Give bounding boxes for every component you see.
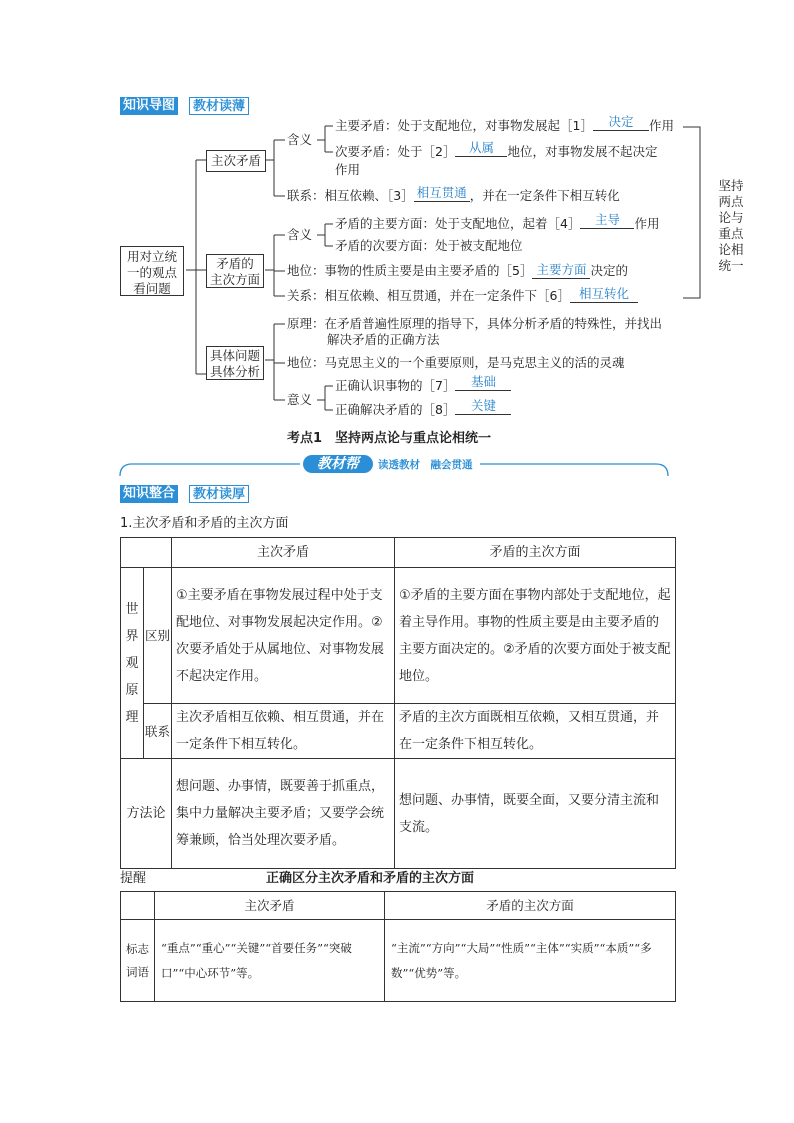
banner-subtitle: 读透教材 融会贯通 <box>378 459 473 471</box>
b2-line1 <box>335 212 660 233</box>
b1-line3-b: ，并在一定条件下相互转化 <box>469 188 620 203</box>
b3-line1b: 解决矛盾的正确方法 <box>327 332 440 347</box>
mindmap-root <box>120 246 184 296</box>
branch-concrete-line-1: 具体问题 <box>209 348 260 363</box>
b3-line2: 地位：马克思主义的一个重要原则，是马克思主义的活的灵魂 <box>287 355 625 370</box>
worldview-char-3: 观 <box>125 655 139 671</box>
table1-worldview <box>121 568 144 759</box>
branch-aspects-line-2: 主次方面 <box>209 272 260 287</box>
b1-line2 <box>335 140 658 161</box>
b1-line1-a: 主要矛盾：处于支配地位，对事物发展起［1］ <box>335 118 593 133</box>
b1-hanyi: 含义 <box>287 132 313 147</box>
keyword-table <box>120 891 676 1002</box>
table1-qubie-label: 区别 <box>144 568 172 704</box>
branch-aspects-line-1: 矛盾的 <box>216 256 254 271</box>
table1-lianxi-2: 矛盾的主次方面既相互依赖，又相互贯通，并在一定条件下相互转化。 <box>395 704 676 759</box>
summary-line-4: 重点 <box>718 226 744 241</box>
comparison-table <box>120 537 676 869</box>
table1-method-2: 想问题、办事情，既要全面，又要分清主流和支流。 <box>395 759 676 869</box>
branch-concrete-line-2: 具体分析 <box>209 364 260 379</box>
b1-line1 <box>335 114 674 135</box>
answer-1: 决定 <box>593 114 649 131</box>
b1-line2-b: 地位，对事物发展不起决定 <box>507 144 658 159</box>
table2-header-2: 矛盾的主次方面 <box>385 892 676 920</box>
knowledge-integration-tag: 知识整合 <box>120 485 178 503</box>
b2-hanyi: 含义 <box>287 227 313 242</box>
table1-lianxi-label: 联系 <box>144 704 172 759</box>
textbook-thick-tag: 教材读厚 <box>189 485 249 503</box>
b1-line2c: 作用 <box>335 162 361 177</box>
answer-6: 相互转化 <box>570 286 638 303</box>
textbook-thin-tag: 教材读薄 <box>189 97 249 115</box>
table1-qubie-1: ①主要矛盾在事物发展过程中处于支配地位、对事物发展起决定作用。②次要矛盾处于从属地位、对事物发展不起决定作用。 <box>172 568 395 704</box>
b1-line3-a: 联系：相互依赖、［3］ <box>287 188 414 203</box>
kaodian-title: 考点1 坚持两点论与重点论相统一 <box>287 431 492 446</box>
b3-line3 <box>335 374 511 395</box>
worldview-char-5: 理 <box>125 709 139 725</box>
b3-line1: 原理：在矛盾普遍性原理的指导下，具体分析矛盾的特殊性，并找出 <box>287 316 663 331</box>
b3-line4-a: 正确解决矛盾的［8］ <box>335 402 456 417</box>
answer-7: 基础 <box>455 374 511 391</box>
reminder-title: 正确区分主次矛盾和矛盾的主次方面 <box>266 871 475 886</box>
answer-2: 从属 <box>455 140 507 157</box>
worldview-char-2: 界 <box>125 628 139 644</box>
worldview-char-4: 原 <box>125 682 139 698</box>
b1-line3 <box>287 185 620 205</box>
table1-header-2: 矛盾的主次方面 <box>395 538 676 568</box>
branch-concrete <box>206 346 264 380</box>
section1-title: 1.主次矛盾和矛盾的主次方面 <box>120 516 289 531</box>
answer-4: 主导 <box>580 212 634 229</box>
answer-5: 主要方面 <box>532 262 590 279</box>
b3-yiyi: 意义 <box>287 392 313 407</box>
summary-line-1: 坚持 <box>718 178 744 193</box>
summary-line-2: 两点 <box>718 194 744 209</box>
table1-method-1: 想问题、办事情，既要善于抓重点，集中力量解决主要矛盾；又要学会统筹兼顾，恰当处理次要矛盾。 <box>172 759 395 869</box>
reminder-label: 提醒 <box>120 871 147 886</box>
branch-main-secondary: 主次矛盾 <box>206 150 266 172</box>
summary-line-3: 论与 <box>718 210 744 225</box>
summary-line-6: 统一 <box>718 258 744 273</box>
table2-header-1: 主次矛盾 <box>155 892 385 920</box>
b1-line2-a: 次要矛盾：处于［2］ <box>335 144 456 159</box>
banner-title: 教材帮 <box>303 455 373 473</box>
table1-lianxi-1: 主次矛盾相互依赖、相互贯通，并在一定条件下相互转化。 <box>172 704 395 759</box>
b2-line4 <box>287 288 638 305</box>
b2-line4-a: 关系：相互依赖、相互贯通，并在一定条件下［6］ <box>287 288 570 303</box>
table2-cell-2: “主流”“方向”“大局”“性质”“主体”“实质”“本质”“多数”“优势”等。 <box>385 920 676 1002</box>
summary-line-5: 论相 <box>718 242 744 257</box>
b2-line2: 矛盾的次要方面：处于被支配地位 <box>335 238 523 253</box>
answer-3: 相互贯通 <box>414 185 470 202</box>
root-line-1: 用对立统 <box>126 249 177 264</box>
table1-method-label: 方法论 <box>121 759 172 869</box>
b2-line3-b: 决定的 <box>590 263 628 278</box>
branch-aspects <box>206 254 264 288</box>
b2-line3-a: 地位：事物的性质主要是由主要矛盾的［5］ <box>287 263 533 278</box>
root-line-3: 看问题 <box>133 281 171 296</box>
b2-line3 <box>287 263 628 280</box>
answer-8: 关键 <box>455 398 511 415</box>
table2-label: 标志词语 <box>121 920 155 1002</box>
worldview-char-1: 世 <box>125 601 139 617</box>
b3-line4 <box>335 398 511 419</box>
table1-header-1: 主次矛盾 <box>172 538 395 568</box>
table2-corner <box>121 892 155 920</box>
b2-line1-a: 矛盾的主要方面：处于支配地位，起着［4］ <box>335 216 581 231</box>
knowledge-map-tag: 知识导图 <box>120 97 178 115</box>
b3-line3-a: 正确认识事物的［7］ <box>335 378 456 393</box>
mindmap-summary <box>716 178 746 274</box>
root-line-2: 一的观点 <box>126 265 177 280</box>
b1-line1-b: 作用 <box>648 118 674 133</box>
b2-line1-b: 作用 <box>634 216 660 231</box>
table1-corner <box>121 538 172 568</box>
table1-qubie-2: ①矛盾的主要方面在事物内部处于支配地位，起着主导作用。事物的性质主要是由主要矛盾的主要方面决定的。②矛盾的次要方面处于被支配地位。 <box>395 568 676 704</box>
table2-cell-1: “重点”“重心”“关键”“首要任务”“突破口”“中心环节”等。 <box>155 920 385 1002</box>
